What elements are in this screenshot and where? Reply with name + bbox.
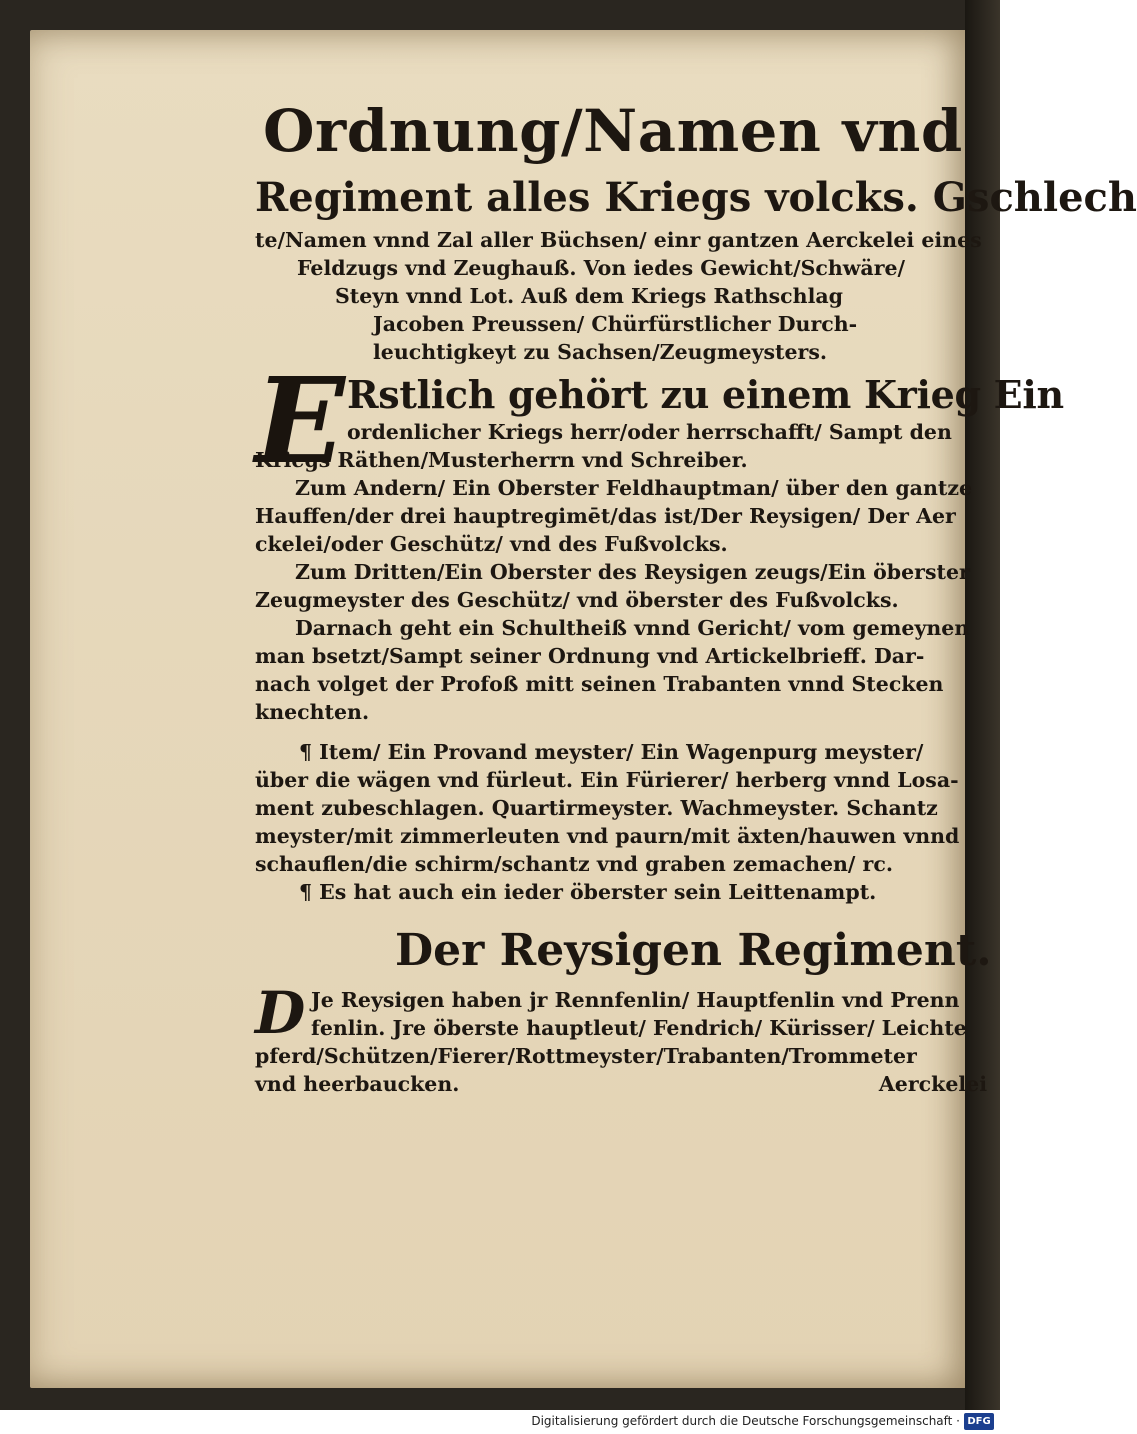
first-paragraph-lead: Rstlich gehört zu einem Krieg Ein bbox=[347, 372, 1064, 417]
page-text bbox=[255, 92, 1137, 1098]
footer-credit: Digitalisierung gefördert durch die Deutsche Forschungsgemeinschaft · bbox=[531, 1414, 960, 1428]
body-line: pferd/Schützen/Fierer/Rottmeyster/Trabanten/Trommeter bbox=[255, 1044, 917, 1068]
page-title-line-2: Regiment alles Kriegs volcks. Gschlech bbox=[255, 174, 1137, 221]
section-paragraph bbox=[255, 979, 987, 1098]
paragraph-gap bbox=[255, 726, 987, 738]
subtitle-line-5: leuchtigkeyt zu Sachsen/Zeugmeysters. bbox=[373, 340, 828, 364]
body-line: man bsetzt/Sampt seiner Ordnung vnd Artickelbrieff. Dar- bbox=[255, 644, 925, 668]
body-line: über die wägen vnd fürleut. Ein Fürierer/ herberg vnnd Losa- bbox=[255, 768, 959, 792]
subtitle-line-1: te/Namen vnnd Zal aller Büchsen/ einr gantzen Aerckelei eines bbox=[255, 228, 982, 252]
body-line: Kriegs Räthen/Musterherrn vnd Schreiber. bbox=[255, 448, 748, 472]
body-line: Zum Dritten/Ein Oberster des Reysigen zeugs/Ein öberster bbox=[295, 560, 970, 584]
body-line: ordenlicher Kriegs herr/oder herrschafft/ Sampt den bbox=[347, 420, 952, 444]
body-line: knechten. bbox=[255, 700, 370, 724]
section-heading: Der Reysigen Regiment. bbox=[395, 925, 992, 976]
body-line: Zum Andern/ Ein Oberster Feldhauptman/ über den gantze bbox=[295, 476, 973, 500]
body-line: Zeugmeyster des Geschütz/ vnd öberster des Fußvolcks. bbox=[255, 588, 899, 612]
subtitle-line-4: Jacoben Preussen/ Chürfürstlicher Durch- bbox=[373, 312, 858, 336]
page-title-line-1: Ordnung/Namen vnd bbox=[263, 97, 963, 165]
dropcap-initial: E bbox=[255, 351, 345, 490]
body-line: ckelei/oder Geschütz/ vnd des Fußvolcks. bbox=[255, 532, 728, 556]
dfg-logo: DFG bbox=[964, 1413, 994, 1430]
body-line: ¶ Es hat auch ein ieder öberster sein Leittenampt. bbox=[299, 880, 877, 904]
subtitle-line-3: Steyn vnnd Lot. Auß dem Kriegs Rathschlag bbox=[335, 284, 843, 308]
body-line: fenlin. Jre öberste hauptleut/ Fendrich/ Kürisser/ Leichte bbox=[311, 1016, 967, 1040]
viewer-footer bbox=[0, 1410, 1000, 1434]
body-line: ¶ Item/ Ein Provand meyster/ Ein Wagenpurg meyster/ bbox=[299, 740, 924, 764]
subtitle-line-2: Feldzugs vnd Zeughauß. Von iedes Gewicht/Schwäre/ bbox=[297, 256, 906, 280]
body-line: nach volget der Profoß mitt seinen Trabanten vnnd Stecken bbox=[255, 672, 944, 696]
body-line: vnd heerbaucken. bbox=[255, 1072, 460, 1096]
body-line: Darnach geht ein Schultheiß vnnd Gericht/ vom gemeynen bbox=[295, 616, 970, 640]
body-line: Hauffen/der drei hauptregimēt/das ist/Der Reysigen/ Der Aer bbox=[255, 504, 956, 528]
body-line: Je Reysigen haben jr Rennfenlin/ Hauptfenlin vnd Prenn bbox=[311, 988, 960, 1012]
body-line: ment zubeschlagen. Quartirmeyster. Wachmeyster. Schantz bbox=[255, 796, 938, 820]
dropcap-initial: D bbox=[255, 979, 306, 1047]
body-line: schauflen/die schirm/schantz vnd graben zemachen/ rc. bbox=[255, 852, 893, 876]
catchword: Aerckelei bbox=[878, 1072, 987, 1096]
body-line: meyster/mit zimmerleuten vnd paurn/mit äxten/hauwen vnnd bbox=[255, 824, 960, 848]
